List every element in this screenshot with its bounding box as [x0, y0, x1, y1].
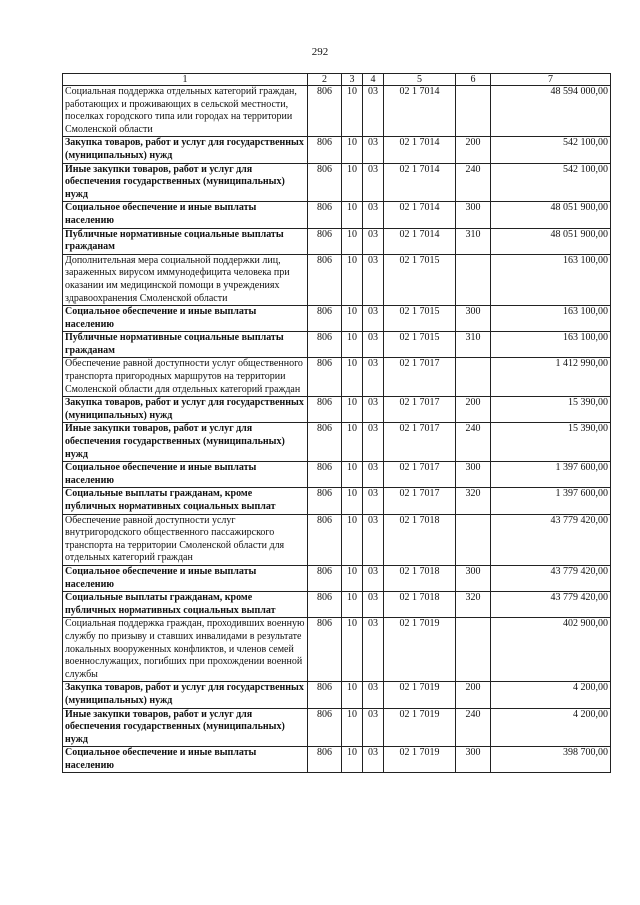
- row-ved-code: 806: [308, 254, 342, 305]
- table-row: [63, 462, 611, 488]
- row-amount: 48 051 900,00: [491, 202, 611, 228]
- row-name: Закупка товаров, работ и услуг для государственных (муниципальных) нужд: [63, 397, 308, 423]
- row-name: Закупка товаров, работ и услуг для государственных (муниципальных) нужд: [63, 137, 308, 163]
- row-amount: 48 594 000,00: [491, 86, 611, 137]
- row-subsection-code: 03: [363, 618, 384, 682]
- row-subsection-code: 03: [363, 86, 384, 137]
- row-target-article: 02 1 7014: [384, 163, 456, 202]
- column-header: 5: [384, 74, 456, 86]
- row-target-article: 02 1 7014: [384, 228, 456, 254]
- row-target-article: 02 1 7017: [384, 358, 456, 397]
- row-subsection-code: 03: [363, 306, 384, 332]
- row-subsection-code: 03: [363, 462, 384, 488]
- table-row: [63, 332, 611, 358]
- table-body: [63, 86, 611, 773]
- row-subsection-code: 03: [363, 202, 384, 228]
- row-section-code: 10: [342, 332, 363, 358]
- row-name: Социальное обеспечение и иные выплаты населению: [63, 747, 308, 773]
- row-section-code: 10: [342, 514, 363, 565]
- row-ved-code: 806: [308, 332, 342, 358]
- row-amount: 43 779 420,00: [491, 592, 611, 618]
- row-name: Закупка товаров, работ и услуг для государственных (муниципальных) нужд: [63, 682, 308, 708]
- table-row: [63, 592, 611, 618]
- row-subsection-code: 03: [363, 137, 384, 163]
- row-subsection-code: 03: [363, 592, 384, 618]
- row-section-code: 10: [342, 163, 363, 202]
- table-row: [63, 423, 611, 462]
- column-header: 1: [63, 74, 308, 86]
- row-ved-code: 806: [308, 202, 342, 228]
- row-name: Иные закупки товаров, работ и услуг для обеспечения государственных (муниципальных) нужд: [63, 708, 308, 747]
- row-expense-type: [456, 358, 491, 397]
- table-row: [63, 618, 611, 682]
- row-ved-code: 806: [308, 358, 342, 397]
- table-row: [63, 682, 611, 708]
- column-header: 6: [456, 74, 491, 86]
- row-amount: 542 100,00: [491, 163, 611, 202]
- row-name: Публичные нормативные социальные выплаты гражданам: [63, 228, 308, 254]
- table-row: [63, 86, 611, 137]
- row-ved-code: 806: [308, 708, 342, 747]
- row-name: Иные закупки товаров, работ и услуг для обеспечения государственных (муниципальных) нужд: [63, 163, 308, 202]
- table-row: [63, 747, 611, 773]
- row-amount: 398 700,00: [491, 747, 611, 773]
- row-target-article: 02 1 7019: [384, 708, 456, 747]
- row-amount: 4 200,00: [491, 682, 611, 708]
- row-subsection-code: 03: [363, 358, 384, 397]
- row-expense-type: 310: [456, 228, 491, 254]
- table-row: [63, 488, 611, 514]
- row-amount: 1 397 600,00: [491, 462, 611, 488]
- row-subsection-code: 03: [363, 682, 384, 708]
- row-ved-code: 806: [308, 228, 342, 254]
- row-subsection-code: 03: [363, 514, 384, 565]
- row-name: Социальная поддержка граждан, проходивших военную службу по призыву и ставших инвалидами в результате локальных вооруженных конфликтов, и членов семей военнослужащих, погибших при прохождении военной службы: [63, 618, 308, 682]
- column-header: 4: [363, 74, 384, 86]
- row-amount: 163 100,00: [491, 254, 611, 305]
- row-subsection-code: 03: [363, 747, 384, 773]
- row-section-code: 10: [342, 228, 363, 254]
- row-subsection-code: 03: [363, 254, 384, 305]
- table-row: [63, 306, 611, 332]
- row-section-code: 10: [342, 592, 363, 618]
- table-row: [63, 163, 611, 202]
- row-name: Социальные выплаты гражданам, кроме публичных нормативных социальных выплат: [63, 592, 308, 618]
- row-subsection-code: 03: [363, 488, 384, 514]
- row-subsection-code: 03: [363, 565, 384, 591]
- row-target-article: 02 1 7019: [384, 618, 456, 682]
- row-target-article: 02 1 7014: [384, 137, 456, 163]
- row-amount: 1 412 990,00: [491, 358, 611, 397]
- column-header: 3: [342, 74, 363, 86]
- row-target-article: 02 1 7015: [384, 254, 456, 305]
- row-expense-type: 320: [456, 592, 491, 618]
- row-target-article: 02 1 7017: [384, 488, 456, 514]
- row-expense-type: 300: [456, 565, 491, 591]
- table-row: [63, 137, 611, 163]
- table-row: [63, 514, 611, 565]
- row-amount: 15 390,00: [491, 397, 611, 423]
- table-row: [63, 254, 611, 305]
- table-row: [63, 202, 611, 228]
- row-amount: 163 100,00: [491, 332, 611, 358]
- row-target-article: 02 1 7018: [384, 592, 456, 618]
- row-section-code: 10: [342, 488, 363, 514]
- row-ved-code: 806: [308, 592, 342, 618]
- row-name: Социальное обеспечение и иные выплаты населению: [63, 565, 308, 591]
- row-expense-type: 240: [456, 423, 491, 462]
- row-expense-type: 320: [456, 488, 491, 514]
- row-target-article: 02 1 7019: [384, 747, 456, 773]
- row-ved-code: 806: [308, 86, 342, 137]
- row-name: Социальная поддержка отдельных категорий граждан, работающих и проживающих в сельской местности, поселках городского типа или городах на территории Смоленской области: [63, 86, 308, 137]
- budget-table: [62, 73, 611, 773]
- table-row: [63, 708, 611, 747]
- row-name: Иные закупки товаров, работ и услуг для обеспечения государственных (муниципальных) нужд: [63, 423, 308, 462]
- row-target-article: 02 1 7015: [384, 306, 456, 332]
- row-section-code: 10: [342, 747, 363, 773]
- table-row: [63, 228, 611, 254]
- column-header: 2: [308, 74, 342, 86]
- row-amount: 1 397 600,00: [491, 488, 611, 514]
- row-amount: 4 200,00: [491, 708, 611, 747]
- row-name: Социальное обеспечение и иные выплаты населению: [63, 462, 308, 488]
- row-subsection-code: 03: [363, 332, 384, 358]
- row-target-article: 02 1 7017: [384, 462, 456, 488]
- table-header-row: [63, 74, 611, 86]
- row-ved-code: 806: [308, 618, 342, 682]
- row-subsection-code: 03: [363, 228, 384, 254]
- table-row: [63, 358, 611, 397]
- row-name: Социальное обеспечение и иные выплаты населению: [63, 306, 308, 332]
- row-target-article: 02 1 7018: [384, 514, 456, 565]
- row-section-code: 10: [342, 306, 363, 332]
- table-row: [63, 565, 611, 591]
- row-amount: 163 100,00: [491, 306, 611, 332]
- row-name: Обеспечение равной доступности услуг общественного транспорта пригородных маршрутов на территории Смоленской области для отдельных категорий граждан: [63, 358, 308, 397]
- row-subsection-code: 03: [363, 397, 384, 423]
- row-expense-type: 200: [456, 682, 491, 708]
- row-section-code: 10: [342, 137, 363, 163]
- row-ved-code: 806: [308, 682, 342, 708]
- row-expense-type: 300: [456, 202, 491, 228]
- row-target-article: 02 1 7018: [384, 565, 456, 591]
- row-expense-type: 200: [456, 137, 491, 163]
- table-row: [63, 397, 611, 423]
- row-expense-type: 200: [456, 397, 491, 423]
- row-target-article: 02 1 7014: [384, 86, 456, 137]
- row-section-code: 10: [342, 202, 363, 228]
- row-amount: 402 900,00: [491, 618, 611, 682]
- row-name: Обеспечение равной доступности услуг внутригородского общественного пассажирского транспорта на территории Смоленской области для отдельных категорий граждан: [63, 514, 308, 565]
- row-section-code: 10: [342, 462, 363, 488]
- row-ved-code: 806: [308, 462, 342, 488]
- row-target-article: 02 1 7017: [384, 397, 456, 423]
- row-target-article: 02 1 7017: [384, 423, 456, 462]
- row-expense-type: 310: [456, 332, 491, 358]
- row-ved-code: 806: [308, 163, 342, 202]
- row-section-code: 10: [342, 565, 363, 591]
- row-expense-type: 300: [456, 747, 491, 773]
- row-amount: 43 779 420,00: [491, 514, 611, 565]
- row-expense-type: [456, 618, 491, 682]
- row-section-code: 10: [342, 397, 363, 423]
- row-section-code: 10: [342, 254, 363, 305]
- row-ved-code: 806: [308, 514, 342, 565]
- row-name: Публичные нормативные социальные выплаты гражданам: [63, 332, 308, 358]
- row-ved-code: 806: [308, 137, 342, 163]
- row-expense-type: [456, 514, 491, 565]
- row-target-article: 02 1 7015: [384, 332, 456, 358]
- row-target-article: 02 1 7014: [384, 202, 456, 228]
- row-subsection-code: 03: [363, 163, 384, 202]
- page-number: 292: [311, 46, 329, 58]
- row-expense-type: 300: [456, 462, 491, 488]
- row-expense-type: 240: [456, 708, 491, 747]
- row-section-code: 10: [342, 708, 363, 747]
- row-ved-code: 806: [308, 747, 342, 773]
- row-name: Социальное обеспечение и иные выплаты населению: [63, 202, 308, 228]
- row-amount: 43 779 420,00: [491, 565, 611, 591]
- row-ved-code: 806: [308, 423, 342, 462]
- row-target-article: 02 1 7019: [384, 682, 456, 708]
- row-name: Социальные выплаты гражданам, кроме публичных нормативных социальных выплат: [63, 488, 308, 514]
- row-section-code: 10: [342, 618, 363, 682]
- row-amount: 15 390,00: [491, 423, 611, 462]
- column-header: 7: [491, 74, 611, 86]
- row-section-code: 10: [342, 423, 363, 462]
- row-expense-type: 300: [456, 306, 491, 332]
- row-ved-code: 806: [308, 306, 342, 332]
- row-ved-code: 806: [308, 565, 342, 591]
- row-section-code: 10: [342, 86, 363, 137]
- row-expense-type: [456, 254, 491, 305]
- row-subsection-code: 03: [363, 708, 384, 747]
- row-ved-code: 806: [308, 397, 342, 423]
- row-expense-type: [456, 86, 491, 137]
- row-section-code: 10: [342, 682, 363, 708]
- row-ved-code: 806: [308, 488, 342, 514]
- row-expense-type: 240: [456, 163, 491, 202]
- row-name: Дополнительная мера социальной поддержки лиц, зараженных вирусом иммунодефицита человека при оказании им медицинской помощи в учреждениях здравоохранения Смоленской области: [63, 254, 308, 305]
- row-section-code: 10: [342, 358, 363, 397]
- row-amount: 48 051 900,00: [491, 228, 611, 254]
- row-subsection-code: 03: [363, 423, 384, 462]
- row-amount: 542 100,00: [491, 137, 611, 163]
